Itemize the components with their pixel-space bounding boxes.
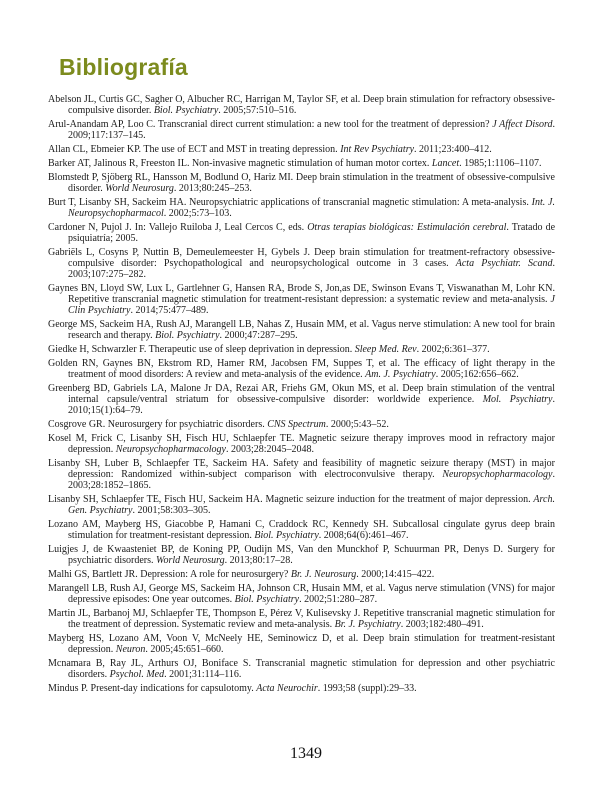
reference-item [48,247,555,280]
reference-text-segment: Golden RN, Gaynes BN, Ekstrom RD, Hamer RM, Jacobsen FM, Suppes T, et al. The efficacy of light therapy in the treatment of mood disorders: A review and meta-analysis of the evidence. [48,358,555,380]
journal-title: World Neurosurg [156,555,225,566]
journal-title: Arch. Gen. Psychiatry [68,494,555,516]
journal-title: Am. J. Psychiatry [365,369,436,380]
reference-text-segment: . 2010;15(1):64–79. [68,394,555,416]
page-number: 1349 [290,745,322,762]
journal-title: Sleep Med. Rev [354,344,417,355]
reference-item [48,144,555,155]
reference-text-segment: Gaynes BN, Lloyd SW, Lux L, Gartlehner G, Hansen RA, Brode S, Jon,as DE, Swinson Evans T, Viswanathan M, Lohr KN. Repetitive transcranial magnetic stimulation for treatment-resistant depression: a systematic review and meta-analysis. [48,283,555,305]
journal-title: Int. J. Neuropsychopharmacol [68,197,555,219]
journal-title: CNS Spectrum [267,419,326,430]
reference-item [48,494,555,516]
reference-item [48,658,555,680]
reference-text-segment: . 2011;23:400–412. [414,144,492,155]
reference-text-segment: Malhi GS, Bartlett JR. Depression: A role for neurosurgery? [48,569,291,580]
reference-text-segment: . 2013;80:245–253. [173,183,252,194]
reference-text-segment: Cosgrove GR. Neurosurgery for psychiatric disorders. [48,419,268,430]
reference-text-segment: Abelson JL, Curtis GC, Sagher O, Albucher RC, Harrigan M, Taylor SF, et al. Deep brain stimulation for refractory obsessive-compulsive disorder. [48,94,555,116]
reference-text-segment: Mindus P. Present-day indications for capsulotomy. [48,683,257,694]
reference-text-segment: . 2008;64(6):461–467. [318,530,409,541]
journal-title: Neuron [115,644,146,655]
reference-item [48,222,555,244]
reference-item [48,608,555,630]
reference-text-segment: . 2005;57:510–516. [218,105,297,116]
reference-item [48,683,555,694]
journal-title: J Clin Psychiatry [68,294,555,316]
reference-text-segment: Burt T, Lisanby SH, Sackeim HA. Neuropsychiatric applications of transcranial magnetic stimulation: A meta-analysis. [48,197,532,208]
journal-title: Int Rev Psychiatry [340,144,415,155]
journal-title: World Neurosurg [105,183,174,194]
reference-text-segment: . 2000;5:43–52. [325,419,389,430]
reference-text-segment: . 2005;45:651–660. [145,644,224,655]
reference-item [48,158,555,169]
reference-item [48,583,555,605]
reference-text-segment: . 1993;58 (suppl):29–33. [317,683,417,694]
page-title: Bibliografía [59,54,188,80]
reference-text-segment: . 2003;28:1852–1865. [68,469,555,491]
reference-text-segment: Allan CL, Ebmeier KP. The use of ECT and MST in treating depression. [48,144,341,155]
journal-title: Lancet [431,158,460,169]
reference-text-segment: Mayberg HS, Lozano AM, Voon V, McNeely HE, Seminowicz D, et al. Deep brain stimulation for treatment-resistant depression. [48,633,555,655]
reference-item [48,519,555,541]
reference-text-segment: . 2002;51:280–287. [299,594,378,605]
reference-text-segment: George MS, Sackeim HA, Rush AJ, Marangell LB, Nahas Z, Husain MM, et al. Vagus nerve stimulation: A new tool for brain research and therapy. [48,319,555,341]
journal-title: Acta Neurochir [256,683,318,694]
journal-title: Otras terapias biológicas: Estimulación cerebral [307,222,507,233]
journal-title: Neuropsychopharmacology [115,444,226,455]
reference-item [48,419,555,430]
reference-text-segment: . 2002;6:361–377. [416,344,490,355]
reference-item [48,544,555,566]
reference-text-segment: Greenberg BD, Gabriels LA, Malone Jr DA, Rezai AR, Friehs GM, Okun MS, et al. Deep brain stimulation of the ventral internal capsule/ventral striatum for obsessive-compulsive disorder: worldwide experience. [48,383,555,405]
reference-item [48,433,555,455]
reference-text-segment: Arul-Anandam AP, Loo C. Transcranial direct current stimulation: a new tool for the treatment of depression? [48,119,493,130]
reference-item [48,172,555,194]
reference-item [48,458,555,491]
reference-text-segment: Marangell LB, Rush AJ, George MS, Sackeim HA, Johnson CR, Husain MM, et al. Vagus nerve stimulation (VNS) for major depressive episodes: One year outcomes. [48,583,555,605]
reference-text-segment: . 2005;162:656–662. [435,369,519,380]
journal-title: J Affect Disord [492,119,553,130]
journal-title: Psychol. Med [109,669,165,680]
reference-text-segment: . 2003;182:480–491. [400,619,484,630]
journal-title: Mol. Psychiatry [482,394,553,405]
reference-item [48,344,555,355]
reference-item [48,569,555,580]
reference-text-segment: . 1985;1:1106–1107. [459,158,542,169]
reference-text-segment: . 2000;14:415–422. [356,569,435,580]
journal-title: Biol. Psychiatry [153,105,219,116]
reference-text-segment: Lozano AM, Mayberg HS, Giacobbe P, Hamani C, Craddock RC, Kennedy SH. Subcallosal cingulate gyrus deep brain stimulation for treatment-resistant depression. [48,519,555,541]
journal-title: Biol. Psychiatry [254,530,319,541]
reference-text-segment: Lisanby SH, Schlaepfer TE, Fisch HU, Sackeim HA. Magnetic seizure induction for the treatment of major depression. [48,494,534,505]
reference-item [48,358,555,380]
reference-text-segment: Lisanby SH, Luber B, Schlaepfer TE, Sackeim HA. Safety and feasibility of magnetic seizure therapy (MST) in major depression: Randomized within-subject comparison with electroconvulsive therapy. [48,458,555,480]
journal-title: Br. J. Psychiatry [334,619,401,630]
reference-text-segment: . 2003;107:275–282. [68,258,556,280]
reference-text-segment: . 2000;47:287–295. [219,330,298,341]
reference-text-segment: . 2014;75:477–489. [130,305,209,316]
reference-text-segment: Martin JL, Barbanoj MJ, Schlaepfer TE, Thompson E, Pérez V, Kulisevsky J. Repetitive transcranial magnetic stimulation for the treatment of depression. Systematic review and meta-analysis. [48,608,555,630]
reference-text-segment: . 2001;31:114–116. [164,669,242,680]
reference-text-segment: Kosel M, Frick C, Lisanby SH, Fisch HU, Schlaepfer TE. Magnetic seizure therapy improves mood in refractory major depression. [48,433,555,455]
reference-item [48,283,555,316]
reference-item [48,633,555,655]
reference-text-segment: . 2009;117:137–145. [68,119,556,141]
journal-title: Br. J. Neurosurg [290,569,357,580]
reference-text-segment: . 2013;80:17–28. [224,555,293,566]
reference-text-segment: Gabriëls L, Cosyns P, Nuttin B, Demeulemeester H, Gybels J. Deep brain stimulation for treatment-refractory obsessive-compulsive disorder: Psychopathological and neuropsychological outcome in 3 cases. [48,247,555,269]
reference-item [48,94,555,116]
reference-list [48,94,555,697]
reference-text-segment: . 2003;28:2045–2048. [225,444,315,455]
journal-title: Neuropsychopharmacology [442,469,553,480]
reference-text-segment: Cardoner N, Pujol J. In: Vallejo Ruiloba J, Leal Cercos C, eds. [48,222,308,233]
reference-item [48,383,555,416]
reference-text-segment: Giedke H, Schwarzler F. Therapeutic use of sleep deprivation in depression. [48,344,355,355]
reference-item [48,119,555,141]
reference-text-segment: Luigjes J, de Kwaasteniet BP, de Koning PP, Oudijn MS, Van den Munckhof P, Schuurman PR, Denys D. Surgery for psychiatric disorders. [48,544,555,566]
reference-text-segment: . 2002;5:73–103. [163,208,232,219]
reference-text-segment: Blomstedt P, Sjöberg RL, Hansson M, Bodlund O, Hariz MI. Deep brain stimulation in the treatment of obsessive-compulsive disorder. [48,172,555,194]
reference-text-segment: Mcnamara B, Ray JL, Arthurs OJ, Boniface S. Transcranial magnetic stimulation for depression and other psychiatric disorders. [48,658,555,680]
reference-item [48,197,555,219]
reference-item [48,319,555,341]
journal-title: Biol. Psychiatry [234,594,300,605]
reference-text-segment: Barker AT, Jalinous R, Freeston IL. Non-invasive magnetic stimulation of human motor cortex. [48,158,432,169]
reference-text-segment: . Tratado de psiquiatría; 2005. [68,222,556,244]
journal-title: Acta Psychiatr. Scand [455,258,553,269]
journal-title: Biol. Psychiatry [155,330,220,341]
reference-text-segment: . 2001;58:303–305. [132,505,211,516]
